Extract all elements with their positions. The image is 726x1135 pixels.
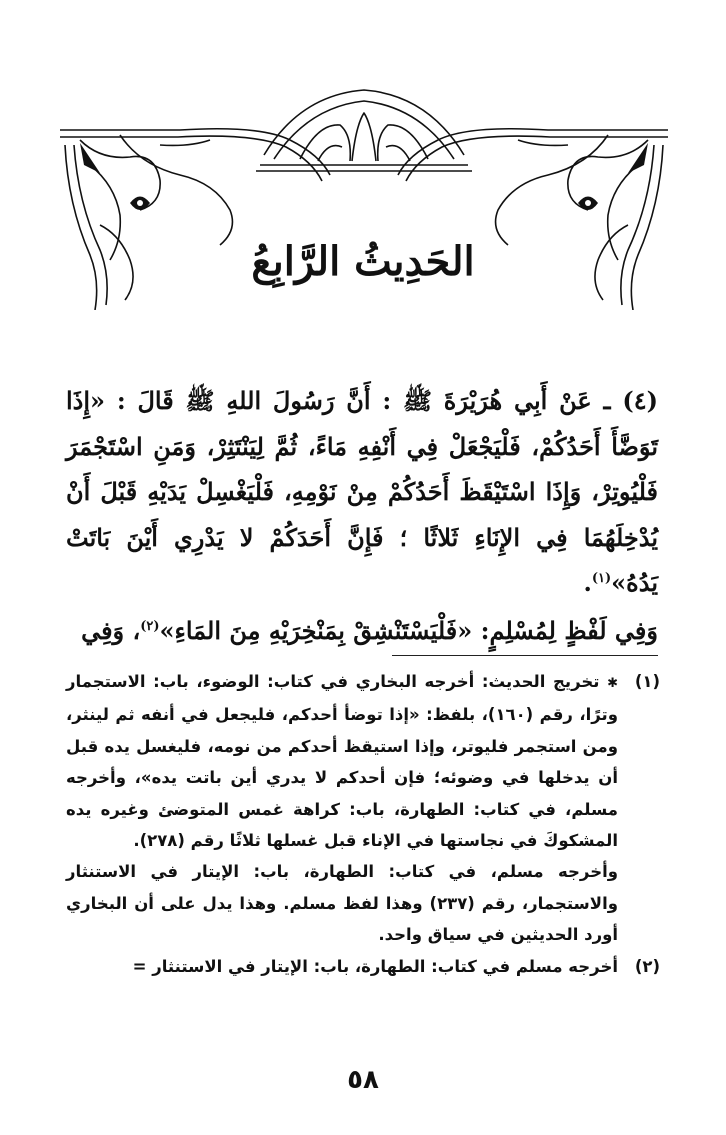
footnote-text: أخرجه البخاري في كتاب: الوضوء، باب: الاستجمار وترًا، رقم (١٦٠)، بلفظ: «إذا توضأ أحدكم، فليجعل في أنفه ثم لينثر، ومن استجمر فليوتر، وإذا استيقظ أحدكم من نومه، فليغسل يده قبل أن يدخلها في وضوئه؛ فإن أحدكم لا يدري أين باتت يده»، وأخرجه مسلم، في كتاب: الطهارة، باب: كراهة غمس المتوضئ وغيره يده المشكوكَ في نجاستها في الإناء قبل غسلها ثلاثًا رقم (٢٧٨).: [66, 672, 618, 851]
hadith-variant: وَفِي لَفْظٍ لِمُسْلِمٍ: «فَلْيَسْتَنْشِقْ بِمَنْخِرَيْهِ مِنَ المَاءِ»: [159, 615, 658, 645]
star-icon: ✱: [607, 676, 619, 691]
footnote-number: (١): [634, 672, 660, 691]
footnote-2: [66, 951, 660, 982]
page-number: ٥٨: [347, 1065, 379, 1095]
footnote-paragraph: وأخرجه مسلم، في كتاب: الطهارة، باب: الإيتار في الاستنثار والاستجمار، رقم (٢٣٧) وهذا لفظ مسلم. وهذا يدل على أن البخاري أورد الحديثين في سياق واحد.: [66, 862, 618, 945]
footnotes: [66, 666, 660, 982]
hadith-text: [66, 378, 658, 653]
hadith-continuation: ، وَفِي: [81, 615, 141, 645]
footnote-separator: [392, 655, 658, 656]
footnote-1: [66, 666, 660, 951]
footnote-paragraph: [66, 666, 618, 856]
footnote-text: أخرجه مسلم في كتاب: الطهارة، باب: الإيتار في الاستنثار =: [132, 956, 618, 976]
hadith-body: (٤) ـ عَنْ أَبِي هُرَيْرَةَ ﷺ : أَنَّ رَسُولَ اللهِ ﷺ قَالَ : «إِذَا تَوَضَّأَ أَحَدُكُمْ، فَلْيَجْعَلْ فِي أَنْفِهِ مَاءً، ثُمَّ لِيَنْتَثِرْ، وَمَنِ اسْتَجْمَرَ فَلْيُوتِرْ، وَإِذَا اسْتَيْقَظَ أَحَدُكُمْ مِنْ نَوْمِهِ، فَلْيَغْسِلْ يَدَيْهِ قَبْلَ أَنْ يُدْخِلَهُمَا فِي الإِنَاءِ ثَلاثًا ؛ فَإِنَّ أَحَدَكُمْ لا يَدْرِي أَيْنَ بَاتَتْ يَدُهُ»: [66, 386, 658, 597]
footnote-ref-2[interactable]: (٢): [140, 618, 160, 634]
chapter-title: الحَدِيثُ الرَّابِعُ: [251, 238, 475, 285]
footnote-ref-1[interactable]: (١): [591, 571, 612, 586]
hadith-paragraph: [66, 378, 658, 606]
footnote-number: (٢): [634, 956, 660, 976]
footnote-body: [66, 666, 618, 951]
hadith-end: .: [583, 568, 592, 597]
hadith-paragraph: [66, 608, 658, 654]
footnote-heading: تخريج الحديث:: [481, 672, 600, 691]
footnote-body: [66, 951, 618, 982]
